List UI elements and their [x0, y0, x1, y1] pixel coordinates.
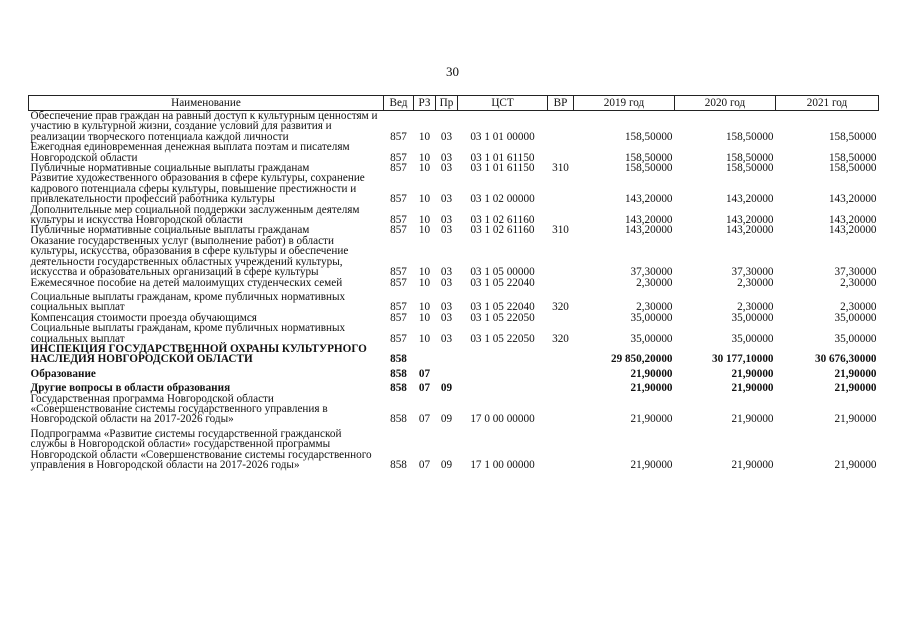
row-value-2021: 143,20000	[828, 214, 877, 227]
row-vr	[548, 344, 574, 365]
row-vr: 310	[552, 224, 569, 237]
row-value-2019: 21,90000	[630, 382, 673, 395]
row-name: Дополнительные мер социальной поддержки заслуженным деятелям культуры и искусства Новгородской области	[30, 203, 360, 227]
row-csr: 17 0 00 00000	[470, 413, 535, 426]
col-header-vr: ВР	[548, 96, 574, 111]
col-header-rz: РЗ	[414, 96, 436, 111]
table-row	[29, 344, 879, 365]
row-value-2021: 35,00000	[834, 332, 877, 345]
row-rz: 07	[418, 382, 431, 395]
row-vr	[548, 173, 574, 204]
row-value-2020: 143,20000	[725, 193, 774, 206]
row-ved: 857	[390, 151, 407, 164]
row-vr	[548, 111, 574, 143]
row-value-2021: 35,00000	[834, 311, 877, 324]
row-value-2019: 158,50000	[624, 151, 673, 164]
row-name: Социальные выплаты гражданам, кроме публичных нормативных социальных выплат	[30, 290, 346, 314]
row-csr: 03 1 05 00000	[470, 266, 535, 279]
row-value-2021: 37,30000	[834, 266, 877, 279]
row-rz: 10	[418, 151, 431, 164]
table-row	[29, 288, 879, 313]
row-vr: 320	[552, 332, 569, 345]
row-value-2020: 2,30000	[737, 301, 774, 314]
row-value-2020: 143,20000	[725, 214, 774, 227]
row-csr: 03 1 05 22050	[470, 311, 535, 324]
row-name: Ежегодная единовременная денежная выплата поэтам и писателям Новгородской области	[30, 141, 350, 164]
row-name: Оказание государственных услуг (выполнение работ) в области культуры, искусства, образования в сфере культуры и обеспечение деятельности государственных областных учреждений культуры, искусства и образовательных организаций в сфере культуры	[30, 234, 349, 279]
row-value-2020: 35,00000	[731, 332, 774, 345]
table-row	[29, 236, 879, 278]
row-value-2020: 158,50000	[725, 130, 774, 143]
row-ved: 858	[390, 413, 407, 426]
row-rz: 10	[418, 214, 431, 227]
row-value-2019: 21,90000	[630, 459, 673, 471]
row-csr: 03 1 02 61160	[470, 224, 535, 237]
row-csr: 03 1 01 61150	[470, 151, 535, 164]
row-value-2020: 35,00000	[731, 311, 774, 324]
row-ved: 857	[390, 162, 407, 175]
row-name: Социальные выплаты гражданам, кроме публичных нормативных социальных выплат	[30, 322, 346, 345]
row-ved: 857	[390, 130, 407, 143]
row-name: Публичные нормативные социальные выплаты гражданам	[30, 224, 310, 237]
row-ved: 857	[390, 193, 407, 206]
row-rz: 10	[418, 266, 431, 279]
col-header-2019: 2019 год	[574, 96, 675, 111]
table-row	[29, 394, 879, 425]
row-value-2020: 21,90000	[731, 367, 774, 380]
row-value-2020: 37,30000	[731, 266, 774, 279]
row-ved: 858	[390, 459, 407, 471]
row-vr	[548, 142, 574, 163]
table-row	[29, 173, 879, 204]
row-value-2021: 30 676,30000	[814, 353, 877, 366]
table-row	[29, 278, 879, 288]
row-rz: 10	[418, 276, 431, 289]
table-row	[29, 111, 879, 143]
row-name: Развитие художественного образования в сфере культуры, сохранение кадрового потенциала сферы культуры, повышение престижности и привлекательности профессий работника культуры	[30, 172, 365, 206]
row-vr	[548, 365, 574, 379]
col-header-2020: 2020 год	[675, 96, 776, 111]
row-value-2021: 158,50000	[828, 162, 877, 175]
row-rz	[414, 344, 436, 365]
row-rz: 10	[418, 193, 431, 206]
col-header-csr: ЦСТ	[458, 96, 548, 111]
row-value-2019: 158,50000	[624, 162, 673, 175]
row-ved: 857	[390, 266, 407, 279]
row-value-2019: 21,90000	[630, 367, 673, 380]
row-csr: 03 1 01 61150	[470, 162, 535, 175]
row-value-2019: 2,30000	[636, 276, 673, 289]
row-value-2021: 21,90000	[834, 459, 877, 471]
row-vr	[548, 425, 574, 471]
col-header-pr: Пр	[436, 96, 458, 111]
row-csr: 17 1 00 00000	[470, 459, 535, 471]
row-value-2021: 158,50000	[828, 130, 877, 143]
row-ved: 858	[390, 367, 407, 380]
row-csr	[458, 379, 548, 393]
row-name: Ежемесячное пособие на детей малоимущих студенческих семей	[30, 276, 343, 289]
row-name: ИНСПЕКЦИЯ ГОСУДАРСТВЕННОЙ ОХРАНЫ КУЛЬТУРНОГО НАСЛЕДИЯ НОВГОРОДСКОЙ ОБЛАСТИ	[30, 342, 367, 366]
row-name: Обеспечение прав граждан на равный доступ к культурным ценностям и участию в культурной жизни, создание условий для развития и реализации творческого потенциала каждой личности	[30, 110, 378, 143]
row-ved: 857	[390, 214, 407, 227]
row-name: Подпрограмма «Развитие системы государственной гражданской службы в Новгородской области» государственной программы Новгородской области «Совершенствование системы государственного управления в Новгородской области на 2017-2026 годы»	[30, 427, 372, 471]
row-rz: 07	[418, 413, 431, 426]
row-ved: 857	[390, 332, 407, 345]
table-header-row	[29, 96, 879, 111]
row-name: Публичные нормативные социальные выплаты гражданам	[30, 162, 310, 175]
row-value-2021: 143,20000	[828, 224, 877, 237]
row-value-2019: 21,90000	[630, 413, 673, 426]
row-csr: 03 1 05 22050	[470, 332, 535, 345]
table-row	[29, 379, 879, 393]
row-rz: 07	[418, 367, 431, 380]
row-pr	[436, 365, 458, 379]
row-name: Государственная программа Новгородской области «Совершенствование системы государственного управления в Новгородской области на 2017-2026 годы»	[30, 392, 328, 426]
row-value-2019: 37,30000	[630, 266, 673, 279]
row-pr: 09	[440, 413, 453, 426]
row-value-2019: 35,00000	[630, 311, 673, 324]
row-value-2019: 143,20000	[624, 224, 673, 237]
row-value-2021: 158,50000	[828, 151, 877, 164]
col-header-ved: Вед	[384, 96, 414, 111]
col-header-2021: 2021 год	[776, 96, 879, 111]
row-value-2020: 21,90000	[731, 413, 774, 426]
row-value-2020: 21,90000	[731, 382, 774, 395]
row-pr: 03	[440, 276, 453, 289]
table-row	[29, 425, 879, 471]
row-name: Другие вопросы в области образования	[30, 382, 231, 395]
row-rz: 10	[418, 162, 431, 175]
row-pr: 03	[440, 214, 453, 227]
row-pr: 03	[440, 130, 453, 143]
row-vr	[548, 379, 574, 393]
row-ved: 858	[390, 353, 407, 366]
row-value-2020: 2,30000	[737, 276, 774, 289]
row-csr: 03 1 01 00000	[470, 130, 535, 143]
row-pr: 09	[440, 382, 453, 395]
row-pr: 03	[440, 151, 453, 164]
row-pr: 03	[440, 301, 453, 314]
row-value-2021: 21,90000	[834, 382, 877, 395]
row-name: Образование	[30, 367, 96, 380]
row-value-2019: 158,50000	[624, 130, 673, 143]
row-ved: 857	[390, 301, 407, 314]
row-csr: 03 1 05 22040	[470, 276, 535, 289]
row-value-2020: 158,50000	[725, 162, 774, 175]
table-row	[29, 365, 879, 379]
row-csr: 03 1 05 22040	[470, 301, 535, 314]
row-name: Компенсация стоимости проезда обучающимся	[30, 311, 257, 324]
row-ved: 858	[390, 382, 407, 395]
budget-table	[28, 95, 879, 470]
row-pr: 03	[440, 193, 453, 206]
row-vr	[548, 236, 574, 278]
row-ved: 857	[390, 276, 407, 289]
table-row	[29, 323, 879, 344]
row-vr	[548, 313, 574, 323]
row-pr	[436, 344, 458, 365]
row-value-2021: 21,90000	[834, 413, 877, 426]
row-vr	[548, 278, 574, 288]
row-ved: 857	[390, 224, 407, 237]
row-rz: 10	[418, 224, 431, 237]
row-rz: 07	[418, 459, 431, 471]
table-row	[29, 205, 879, 226]
row-rz: 10	[418, 332, 431, 345]
row-value-2021: 143,20000	[828, 193, 877, 206]
row-rz: 10	[418, 301, 431, 314]
row-pr: 03	[440, 311, 453, 324]
table-row	[29, 142, 879, 163]
row-pr: 03	[440, 332, 453, 345]
row-pr: 03	[440, 162, 453, 175]
row-csr	[458, 344, 548, 365]
row-value-2019: 143,20000	[624, 214, 673, 227]
page-number: 30	[446, 64, 459, 79]
row-value-2020: 158,50000	[725, 151, 774, 164]
row-vr	[548, 205, 574, 226]
row-value-2019: 29 850,20000	[610, 353, 673, 366]
row-value-2019: 143,20000	[624, 193, 673, 206]
row-value-2019: 2,30000	[636, 301, 673, 314]
row-pr: 09	[440, 459, 453, 471]
row-value-2020: 30 177,10000	[711, 353, 774, 366]
row-value-2021: 21,90000	[834, 367, 877, 380]
row-value-2021: 2,30000	[840, 276, 877, 289]
row-value-2020: 143,20000	[725, 224, 774, 237]
row-vr: 310	[552, 162, 569, 175]
row-value-2019: 35,00000	[630, 332, 673, 345]
row-vr	[548, 394, 574, 425]
row-value-2020: 21,90000	[731, 459, 774, 471]
row-csr	[458, 365, 548, 379]
row-pr: 03	[440, 224, 453, 237]
row-ved: 857	[390, 311, 407, 324]
row-value-2021: 2,30000	[840, 301, 877, 314]
row-vr: 320	[552, 301, 569, 314]
row-rz: 10	[418, 311, 431, 324]
row-csr: 03 1 02 00000	[470, 193, 535, 206]
row-pr: 03	[440, 266, 453, 279]
row-rz: 10	[418, 130, 431, 143]
col-header-name: Наименование	[29, 96, 384, 111]
row-csr: 03 1 02 61160	[470, 214, 535, 227]
